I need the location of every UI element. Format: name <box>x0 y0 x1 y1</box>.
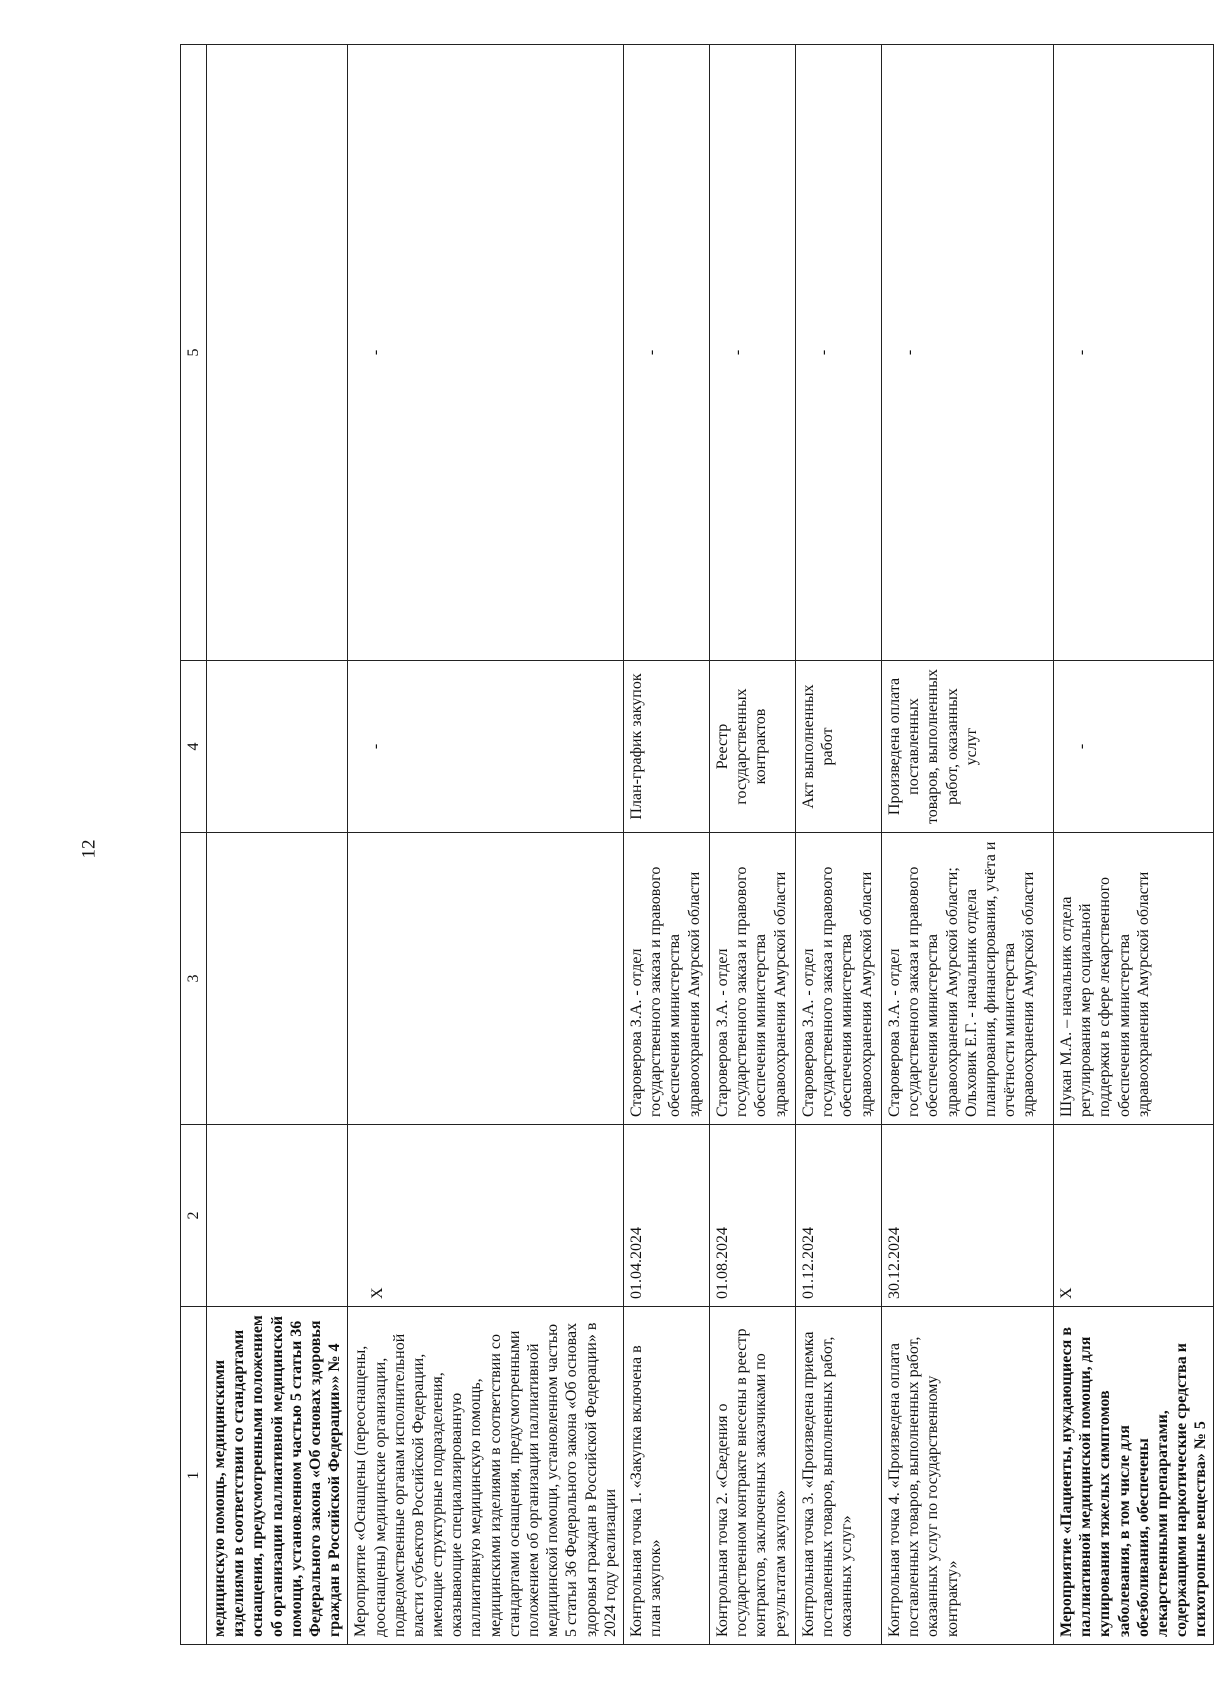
rotated-page <box>180 45 1210 1645</box>
date-cell: X <box>1053 1125 1214 1307</box>
date-cell <box>207 1125 348 1307</box>
responsible-cell <box>348 833 624 1125</box>
plan-table <box>180 44 1214 1645</box>
responsible-cell: Шукан М.А. – начальник отдела регулирования мер социальной поддержки в сфере лекарственного обеспечения министерства здравоохранения Амурской области <box>1053 833 1214 1125</box>
task-cell: Контрольная точка 1. «Закупка включена в план закупок» <box>623 1307 709 1645</box>
document-cell: План-график закупок <box>623 661 709 833</box>
note-cell: - <box>1053 45 1214 661</box>
document-cell: Произведена оплата поставленных товаров, выполненных работ, оказанных услуг <box>881 661 1053 833</box>
table-row <box>207 45 348 1645</box>
task-cell: Мероприятие «Пациенты, нуждающиеся в паллиативной медицинской помощи, для купирования тяжелых симптомов заболевания, в том числе для обезболивания, обеспечены лекарственными препаратами, содержащими наркотические средства и психотропные вещества» № 5 <box>1053 1307 1214 1645</box>
page-number: 12 <box>78 839 100 859</box>
date-cell: 01.12.2024 <box>795 1125 881 1307</box>
header-row <box>181 45 207 1645</box>
header-cell-2: 2 <box>181 1125 207 1307</box>
responsible-cell: Староверова З.А. - отдел государственного заказа и правового обеспечения министерства здравоохранения Амурской области; Ольховик Е.Г. - начальник отдела планирования, финансирования, учёта и отчётности министерства здравоохранения Амурской области <box>881 833 1053 1125</box>
task-cell: медицинскую помощь, медицинскими изделиями в соответствии со стандартами оснащения, предусмотренными положением об организации паллиативной медицинской помощи, установленном частью 5 статьи 36 Федерального закона «Об основах здоровья граждан в Российской Федерации»» № 4 <box>207 1307 348 1645</box>
document-cell <box>207 661 348 833</box>
header-cell-1: 1 <box>181 1307 207 1645</box>
table-row <box>348 45 624 1645</box>
table-row <box>881 45 1053 1645</box>
task-cell: Контрольная точка 2. «Сведения о государственном контракте внесены в реестр контрактов, заключенных заказчиками по результатам закупок» <box>709 1307 795 1645</box>
responsible-cell: Староверова З.А. - отдел государственного заказа и правового обеспечения министерства здравоохранения Амурской области <box>709 833 795 1125</box>
note-cell: - <box>348 45 624 661</box>
note-cell <box>207 45 348 661</box>
table-row <box>1053 45 1214 1645</box>
header-cell-3: 3 <box>181 833 207 1125</box>
note-cell: - <box>709 45 795 661</box>
date-cell: 30.12.2024 <box>881 1125 1053 1307</box>
note-cell: - <box>795 45 881 661</box>
document-cell: Реестр государственных контрактов <box>709 661 795 833</box>
responsible-cell: Староверова З.А. - отдел государственного заказа и правового обеспечения министерства здравоохранения Амурской области <box>623 833 709 1125</box>
document-cell: Акт выполненных работ <box>795 661 881 833</box>
task-cell: Контрольная точка 3. «Произведена приемка поставленных товаров, выполненных работ, оказанных услуг» <box>795 1307 881 1645</box>
responsible-cell: Староверова З.А. - отдел государственного заказа и правового обеспечения министерства здравоохранения Амурской области <box>795 833 881 1125</box>
table-row <box>709 45 795 1645</box>
note-cell: - <box>623 45 709 661</box>
table-row <box>623 45 709 1645</box>
task-cell: Контрольная точка 4. «Произведена оплата поставленных товаров, выполненных работ, оказанных услуг по государственному контракту» <box>881 1307 1053 1645</box>
date-cell: 01.04.2024 <box>623 1125 709 1307</box>
document-cell: - <box>348 661 624 833</box>
document-cell: - <box>1053 661 1214 833</box>
responsible-cell <box>207 833 348 1125</box>
task-cell: Мероприятие «Оснащены (переоснащены, дооснащены) медицинские организации, подведомственные органам исполнительной власти субъектов Российской Федерации, имеющие структурные подразделения, оказывающие специализированную паллиативную медицинскую помощь, медицинскими изделиями в соответствии со стандартами оснащения, предусмотренными положением об организации паллиативной медицинской помощи, установленном частью 5 статьи 36 Федерального закона «Об основах здоровья граждан в Российской Федерации» в 2024 году реализации <box>348 1307 624 1645</box>
header-cell-4: 4 <box>181 661 207 833</box>
note-cell: - <box>881 45 1053 661</box>
date-cell: 01.08.2024 <box>709 1125 795 1307</box>
table-row <box>795 45 881 1645</box>
header-cell-5: 5 <box>181 45 207 661</box>
date-cell: X <box>348 1125 624 1307</box>
